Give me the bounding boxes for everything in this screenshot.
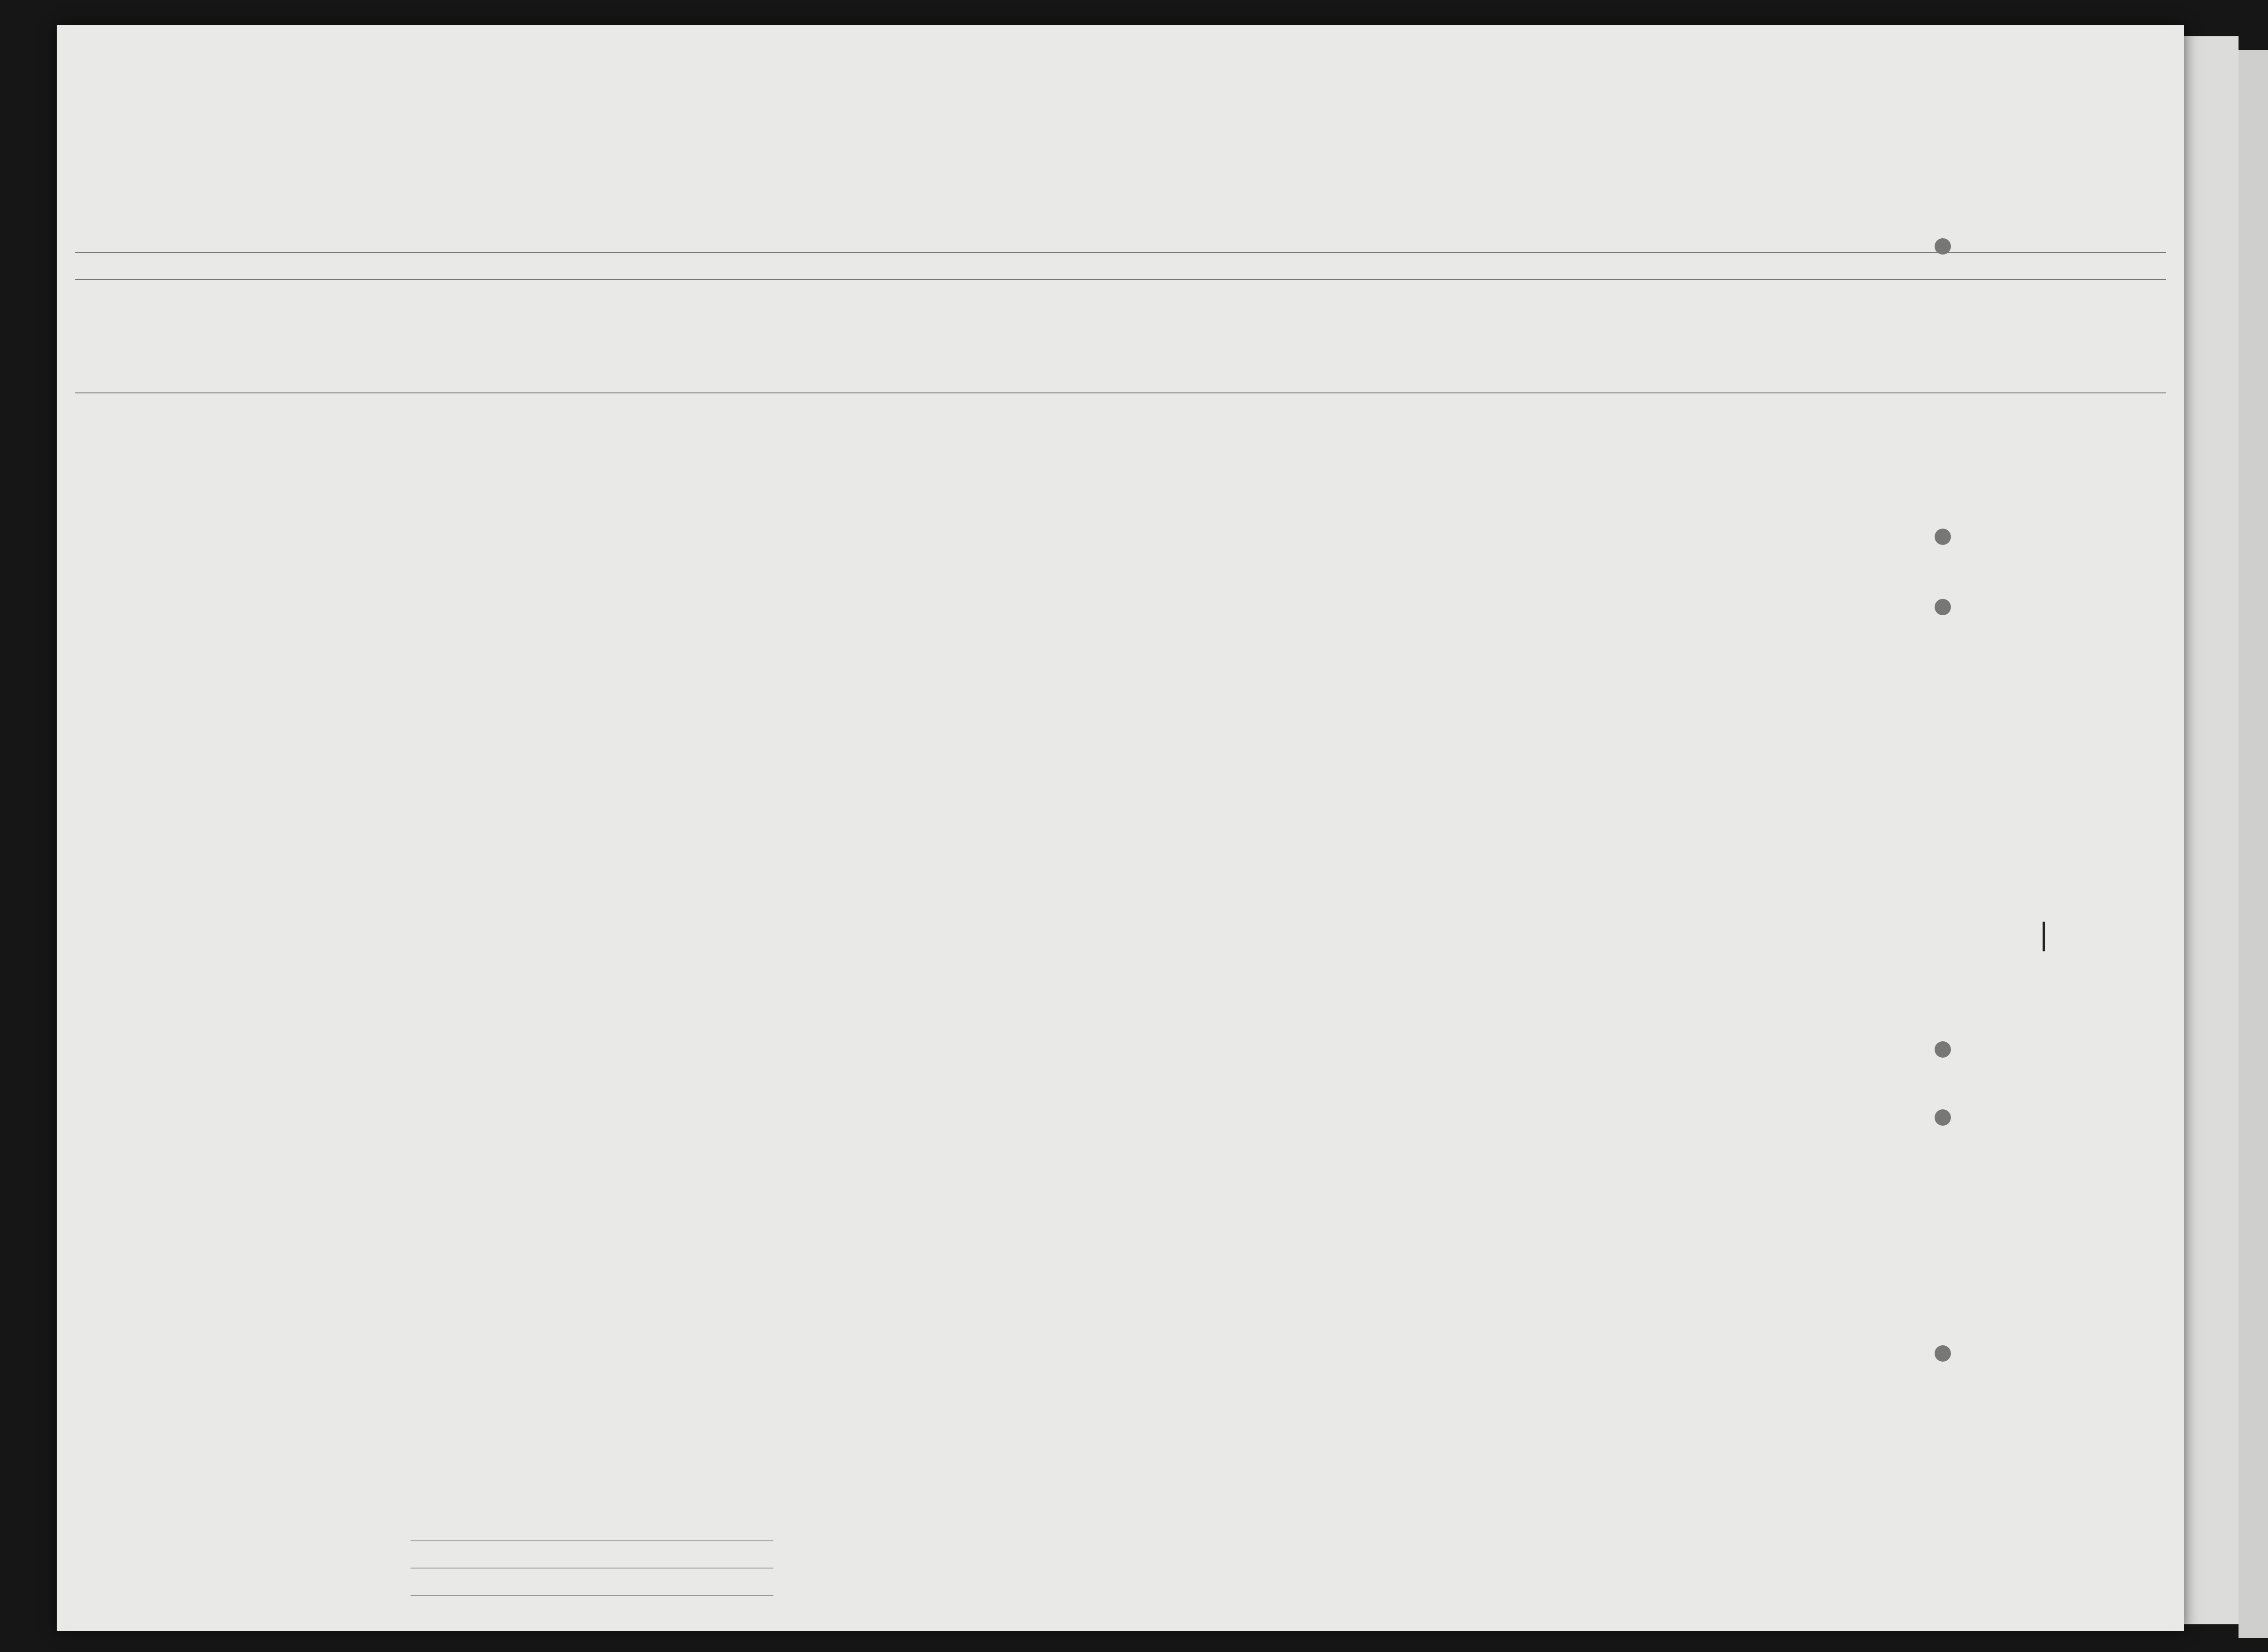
footer-line bbox=[411, 1540, 773, 1541]
colnum-rule bbox=[75, 279, 2166, 280]
binder-hole bbox=[1935, 1041, 1951, 1058]
binder-hole bbox=[1935, 1109, 1951, 1126]
binder-hole bbox=[1935, 238, 1951, 255]
binder-hole bbox=[1935, 599, 1951, 615]
footer-line bbox=[411, 1595, 773, 1596]
binder-hole bbox=[1935, 529, 1951, 545]
manifest-sheet bbox=[57, 25, 2184, 1631]
header-bottom-rule bbox=[75, 392, 2166, 393]
back-sheet-edge-2 bbox=[2239, 50, 2268, 1638]
right-edge-mark: | bbox=[2034, 919, 2054, 955]
back-sheet-edge bbox=[2184, 36, 2239, 1624]
header-rule bbox=[75, 252, 2166, 253]
binder-hole bbox=[1935, 1345, 1951, 1362]
footer-line bbox=[411, 1568, 773, 1569]
